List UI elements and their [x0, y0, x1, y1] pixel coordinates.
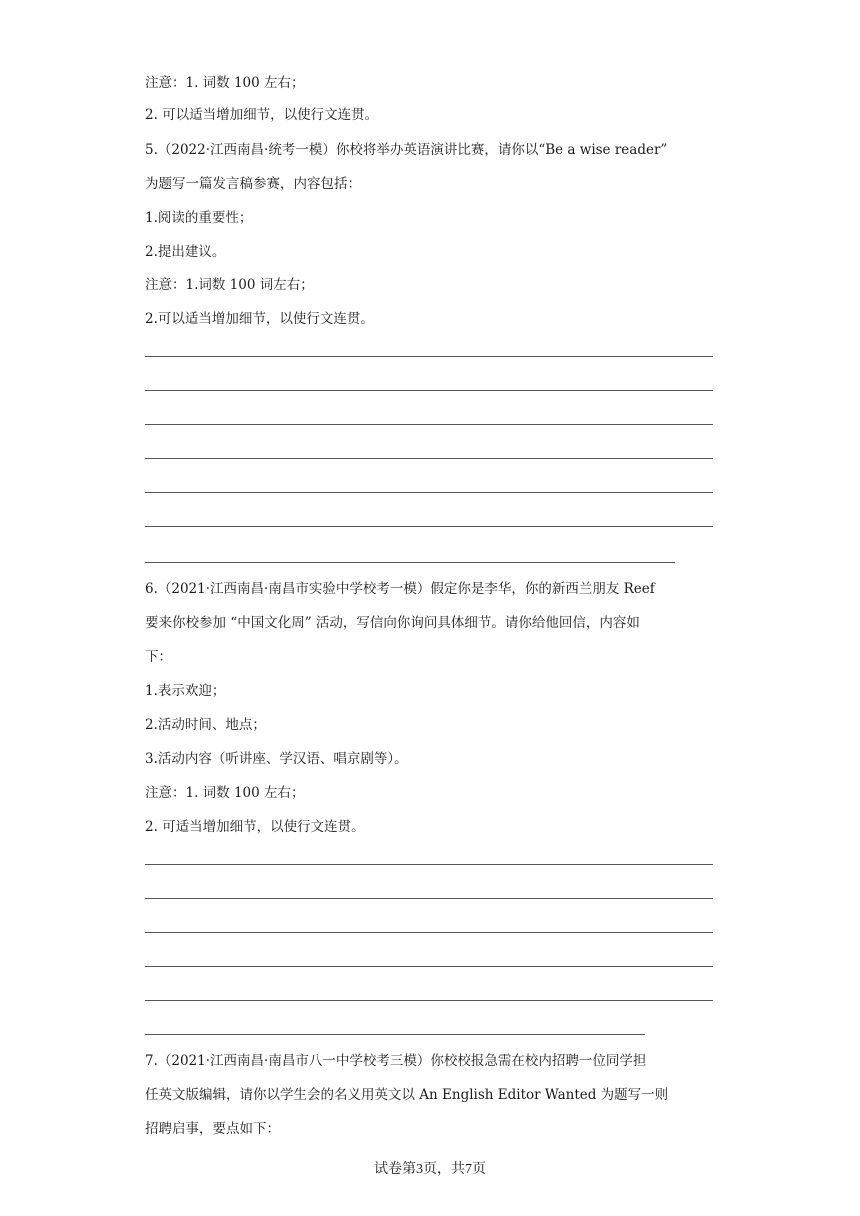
- text-line: 1.阅读的重要性；: [145, 210, 253, 226]
- text-line: 注意：1. 词数 100 左右；: [145, 785, 305, 801]
- text-line: 2.活动时间、地点；: [145, 717, 266, 733]
- answer-line[interactable]: [145, 864, 713, 865]
- text-line: 3.活动内容（听讲座、学汉语、唱京剧等）。: [145, 751, 408, 767]
- answer-line[interactable]: [145, 898, 713, 899]
- answer-line[interactable]: [145, 356, 713, 357]
- answer-line[interactable]: [145, 390, 713, 391]
- answer-line[interactable]: [145, 966, 713, 967]
- text-line: 要来你校参加 “中国文化周” 活动，写信向你询问具体细节。请你给他回信，内容如: [145, 615, 640, 631]
- question-5-heading: 5.（2022·江西南昌·统考一模）你校将举办英语演讲比赛，请你以“Be a wise reader”: [145, 142, 668, 158]
- text-line: 注意：1. 词数 100 左右；: [145, 75, 305, 91]
- answer-line[interactable]: [145, 1034, 645, 1035]
- answer-line[interactable]: [145, 932, 713, 933]
- question-6-heading: 6.（2021·江西南昌·南昌市实验中学校考一模）假定你是李华，你的新西兰朋友 Reef: [145, 581, 655, 597]
- answer-line[interactable]: [145, 1000, 713, 1001]
- text-line: 2.可以适当增加细节，以使行文连贯。: [145, 311, 374, 327]
- answer-line[interactable]: [145, 458, 713, 459]
- question-7-heading: 7.（2021·江西南昌·南昌市八一中学校考三模）你校校报急需在校内招聘一位同学担: [145, 1053, 647, 1069]
- text-line: 1.表示欢迎；: [145, 683, 226, 699]
- text-line: 2.提出建议。: [145, 244, 226, 260]
- text-line: 为题写一篇发言稿参赛，内容包括：: [145, 176, 361, 192]
- page-footer: 试卷第3页，共7页: [374, 1162, 486, 1177]
- text-line: 招聘启事，要点如下：: [145, 1121, 280, 1137]
- text-line: 2. 可以适当增加细节，以使行文连贯。: [145, 107, 379, 123]
- text-line: 任英文版编辑，请你以学生会的名义用英文以 An English Editor Wanted 为题写一则: [145, 1087, 669, 1103]
- text-line: 注意：1.词数 100 词左右；: [145, 277, 314, 293]
- text-line: 下：: [145, 649, 172, 665]
- answer-line[interactable]: [145, 562, 675, 563]
- answer-line[interactable]: [145, 492, 713, 493]
- answer-line[interactable]: [145, 526, 713, 527]
- answer-line[interactable]: [145, 424, 713, 425]
- text-line: 2. 可适当增加细节，以使行文连贯。: [145, 819, 365, 835]
